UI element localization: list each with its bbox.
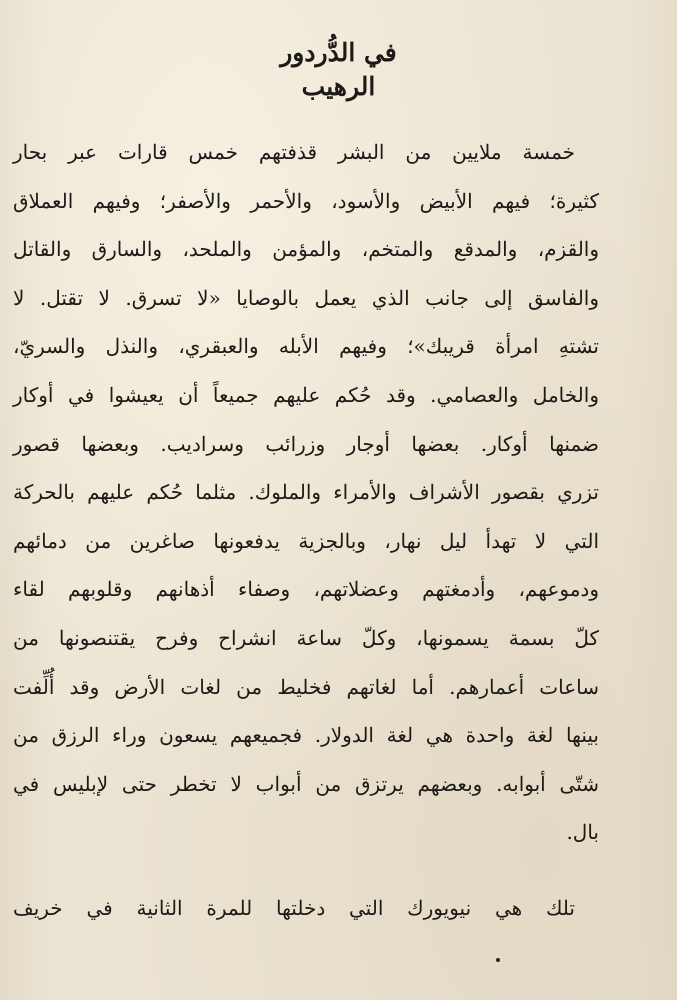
chapter-title-line: الرهيب (301, 72, 376, 101)
paragraph-1 (13, 128, 599, 857)
text-line: بينها لغة واحدة هي لغة الدولار. فجميعهم يسعون وراء الرزق من (13, 723, 599, 748)
text-line: تشتهِ امرأة قريبك»؛ وفيهم الأبله والعبقري، والنذل والسريّ، (13, 334, 599, 359)
text-line: ضمنها أوكار. بعضها أوجار وزرائب وسراديب. وبعضها قصور (13, 431, 599, 456)
chapter-title (0, 36, 677, 104)
text-line: كثيرة؛ فيهم الأبيض والأسود، والأحمر والأصفر؛ وفيهم العملاق (13, 188, 599, 213)
text-line: تزري بقصور الأشراف والأمراء والملوك. مثلما حُكم عليهم بالحركة (13, 480, 599, 505)
text-line: ودموعهم، وأدمغتهم وعضلاتهم، وصفاء أذهانهم وقلوبهم لقاء (13, 577, 599, 602)
paragraph-2 (13, 884, 599, 933)
text-line: والقزم، والمدقع والمتخم، والمؤمن والملحد، والسارق والقاتل (13, 237, 599, 262)
text-line: ساعات أعمارهم. أما لغاتهم فخليط من لغات الأرض وقد أُلِّفت (13, 674, 599, 699)
text-line: والخامل والعصامي. وقد حُكم عليهم جميعاً أن يعيشوا في أوكار (13, 382, 599, 407)
chapter-title-line: في الدُّردور (280, 38, 397, 67)
text-line: بال. (566, 820, 599, 845)
text-line: خمسة ملايين من البشر قذفتهم خمس قارات عبر بحار (13, 140, 575, 164)
text-line: تلك هي نيويورك التي دخلتها للمرة الثانية في خريف (13, 896, 575, 920)
text-line: التي لا تهدأ ليل نهار، وبالجزية يدفعونها صاغرين من دمائهم (13, 528, 599, 553)
text-line: والفاسق إلى جانب الذي يعمل بالوصايا «لا تسرق. لا تقتل. لا (13, 285, 599, 310)
text-line: كلّ بسمة يسمونها، وكلّ ساعة انشراح وفرح يقتنصونها من (13, 625, 599, 650)
text-line: شتّى أبوابه. وبعضهم يرتزق من أبواب لا تخطر حتى لإبليس في (13, 771, 599, 796)
ink-dot (496, 958, 500, 962)
